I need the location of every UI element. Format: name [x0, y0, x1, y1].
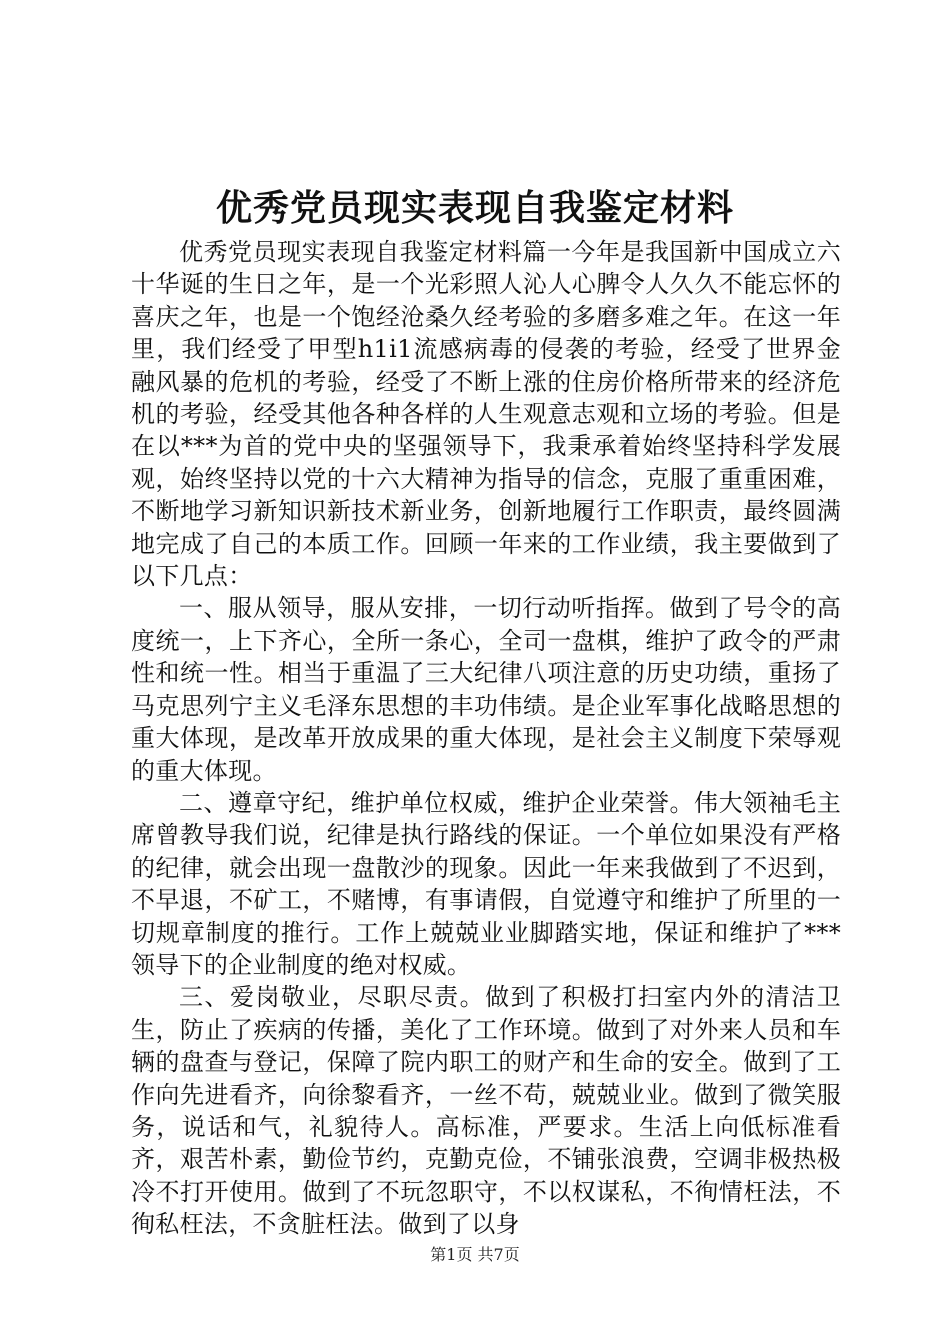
paragraph-point-one: 一、服从领导，服从安排，一切行动听指挥。做到了号令的高度统一，上下齐心，全所一条心，全司一盘棋，维护了政令的严肃性和统一性。相当于重温了三大纪律八项注意的历史功绩，重扬了马克思列宁主义毛泽东思想的丰功伟绩。是企业军事化战略思想的重大体现，是改革开放成果的重大体现，是社会主义制度下荣辱观的重大体现。: [131, 594, 841, 785]
document-body: [131, 236, 841, 1241]
paragraph-intro: 优秀党员现实表现自我鉴定材料篇一今年是我国新中国成立六十华诞的生日之年，是一个光彩照人沁人心脾令人久久不能忘怀的喜庆之年，也是一个饱经沧桑久经考验的多磨多难之年。在这一年里，我们经受了甲型h1i1流感病毒的侵袭的考验，经受了世界金融风暴的危机的考验，经受了不断上涨的住房价格所带来的经济危机的考验，经受其他各种各样的人生观意志观和立场的考验。但是在以***为首的党中央的坚强领导下，我秉承着始终坚持科学发展观，始终坚持以党的十六大精神为指导的信念，克服了重重困难，不断地学习新知识新技术新业务，创新地履行工作职责，最终圆满地完成了自己的本质工作。回顾一年来的工作业绩，我主要做到了以下几点：: [131, 238, 841, 591]
document-title: 优秀党员现实表现自我鉴定材料: [215, 187, 734, 229]
page-number-footer: 第1页 共7页: [430, 1245, 520, 1264]
paragraph-point-three: 三、爱岗敬业，尽职尽责。做到了积极打扫室内外的清洁卫生，防止了疾病的传播，美化了工作环境。做到了对外来人员和车辆的盘查与登记，保障了院内职工的财产和生命的安全。做到了工作向先进看齐，向徐黎看齐，一丝不苟，兢兢业业。做到了微笑服务，说话和气，礼貌待人。高标准，严要求。生活上向低标准看齐，艰苦朴素，勤俭节约，克勤克俭，不铺张浪费，空调非极热极冷不打开使用。做到了不玩忽职守，不以权谋私，不徇情枉法，不徇私枉法，不贪脏枉法。做到了以身: [131, 983, 841, 1239]
paragraph-point-two: 二、遵章守纪，维护单位权威，维护企业荣誉。伟大领袖毛主席曾教导我们说，纪律是执行路线的保证。一个单位如果没有严格的纪律，就会出现一盘散沙的现象。因此一年来我做到了不迟到，不早退，不矿工，不赌博，有事请假，自觉遵守和维护了所里的一切规章制度的推行。工作上兢兢业业脚踏实地，保证和维护了***领导下的企业制度的绝对权威。: [131, 788, 841, 979]
